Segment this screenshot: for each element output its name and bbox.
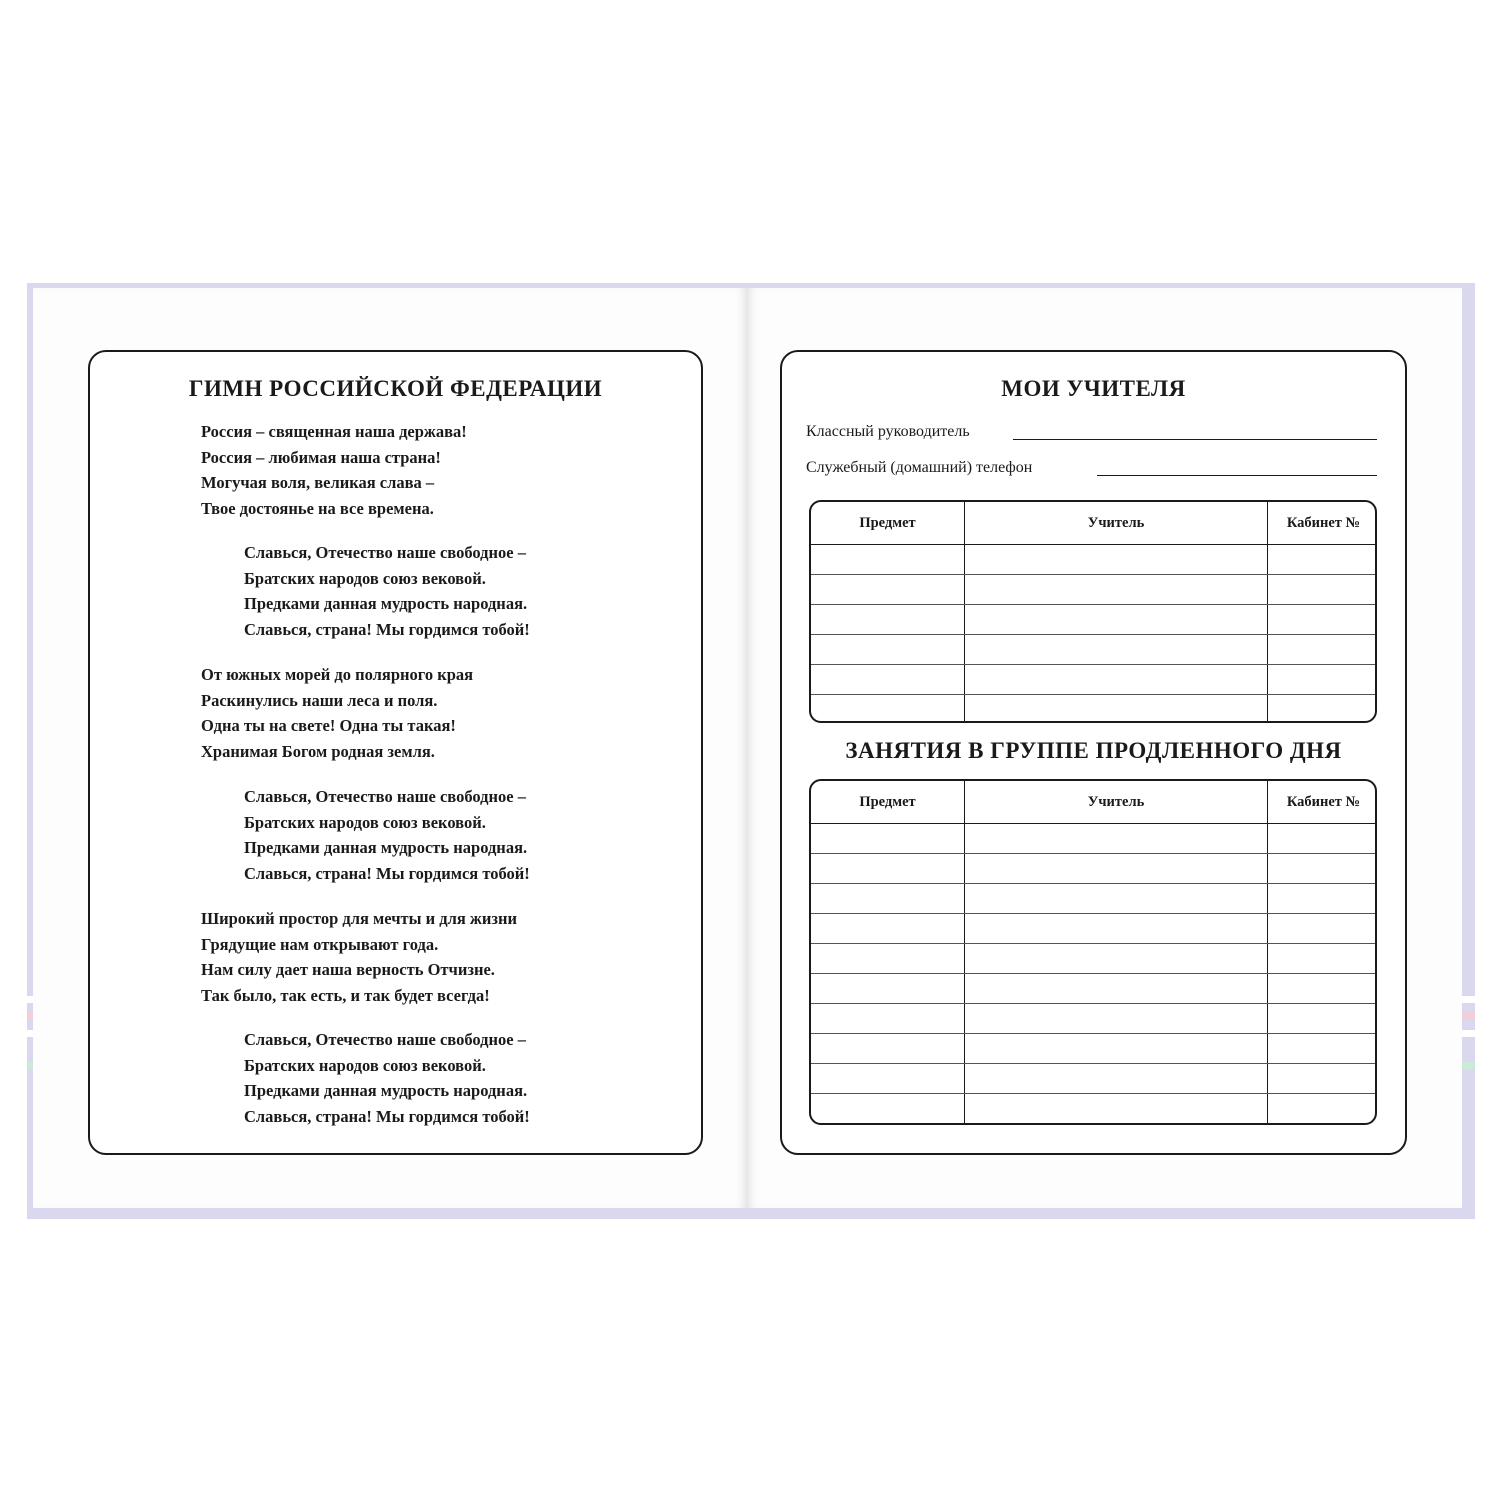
- verse-line: Хранимая Богом родная земля.: [201, 741, 435, 761]
- verse-line: Могучая воля, великая слава –: [201, 473, 435, 493]
- table-row[interactable]: [811, 574, 1375, 575]
- verse-line: Предками данная мудрость народная.: [244, 838, 528, 858]
- table-row[interactable]: [811, 943, 1375, 944]
- verse-line: Россия – священная наша держава!: [201, 422, 467, 441]
- table-row[interactable]: [811, 634, 1375, 635]
- anthem-stanza-2: [201, 662, 473, 764]
- anthem-stanza-1: [201, 419, 467, 521]
- verse-line: Раскинулись наши леса и поля.: [201, 690, 438, 710]
- verse-line: Нам силу дает наша верность Отчизне.: [201, 960, 495, 980]
- column-header-subject: Предмет: [859, 794, 916, 810]
- header-divider: [811, 823, 1375, 824]
- anthem-chorus-2: [244, 784, 530, 886]
- verse-line: Славься, страна! Мы гордимся тобой!: [244, 1106, 530, 1126]
- table-row[interactable]: [811, 1063, 1375, 1064]
- phone-label: Служебный (домашний) телефон: [806, 459, 1033, 476]
- table-row[interactable]: [811, 1033, 1375, 1034]
- verse-line: Одна ты на свете! Одна ты такая!: [201, 716, 456, 736]
- column-header-teacher: Учитель: [1087, 794, 1145, 810]
- verse-line: Братских народов союз вековой.: [244, 568, 486, 588]
- verse-line: Широкий простор для мечты и для жизни: [201, 909, 518, 928]
- table-row[interactable]: [811, 883, 1375, 884]
- verse-line: Предками данная мудрость народная.: [244, 1081, 528, 1101]
- column-divider: [1267, 781, 1268, 1123]
- verse-line: Славься, Отечество наше свободное –: [244, 1030, 526, 1049]
- header-divider: [811, 544, 1375, 545]
- cover-stripe: [1462, 1030, 1475, 1037]
- cover-stripe: [1462, 1012, 1475, 1019]
- verse-line: Славься, Отечество наше свободное –: [244, 787, 526, 806]
- table-row[interactable]: [811, 604, 1375, 605]
- table-row[interactable]: [811, 853, 1375, 854]
- verse-line: Россия – любимая наша страна!: [201, 447, 441, 467]
- column-header-subject: Предмет: [859, 515, 916, 531]
- teachers-table: [809, 500, 1377, 723]
- anthem-stanza-3: [201, 906, 517, 1008]
- table-row[interactable]: [811, 694, 1375, 695]
- column-divider: [964, 502, 965, 721]
- verse-line: Грядущие нам открывают года.: [201, 934, 439, 954]
- verse-line: Так было, так есть, и так будет всегда!: [201, 985, 490, 1005]
- class-teacher-label: Классный руководитель: [806, 423, 970, 440]
- column-header-room: Кабинет №: [1286, 794, 1361, 810]
- after-school-title: ЗАНЯТИЯ В ГРУППЕ ПРОДЛЕННОГО ДНЯ: [845, 738, 1342, 763]
- cover-stripe: [1462, 996, 1475, 1003]
- column-header-teacher: Учитель: [1087, 515, 1145, 531]
- verse-line: Славься, страна! Мы гордимся тобой!: [244, 863, 530, 883]
- verse-line: От южных морей до полярного края: [201, 665, 474, 684]
- phone-line[interactable]: [1097, 475, 1377, 476]
- verse-line: Твое достоянье на все времена.: [201, 498, 434, 518]
- column-header-room: Кабинет №: [1286, 515, 1361, 531]
- table-row[interactable]: [811, 913, 1375, 914]
- cover-stripe: [1462, 1062, 1475, 1069]
- table-row[interactable]: [811, 664, 1375, 665]
- column-divider: [1267, 502, 1268, 721]
- column-divider: [964, 781, 965, 1123]
- verse-line: Славься, Отечество наше свободное –: [244, 543, 526, 562]
- anthem-chorus-3: [244, 1027, 530, 1129]
- verse-line: Славься, страна! Мы гордимся тобой!: [244, 619, 530, 639]
- verse-line: Предками данная мудрость народная.: [244, 594, 528, 614]
- anthem-chorus-1: [244, 540, 530, 642]
- teachers-title: МОИ УЧИТЕЛЯ: [1001, 376, 1186, 401]
- anthem-title: ГИМН РОССИЙСКОЙ ФЕДЕРАЦИИ: [188, 376, 603, 401]
- table-row[interactable]: [811, 1093, 1375, 1094]
- table-row[interactable]: [811, 1003, 1375, 1004]
- after-school-table: [809, 779, 1377, 1125]
- class-teacher-line[interactable]: [1013, 439, 1377, 440]
- table-row[interactable]: [811, 973, 1375, 974]
- verse-line: Братских народов союз вековой.: [244, 1055, 486, 1075]
- verse-line: Братских народов союз вековой.: [244, 812, 486, 832]
